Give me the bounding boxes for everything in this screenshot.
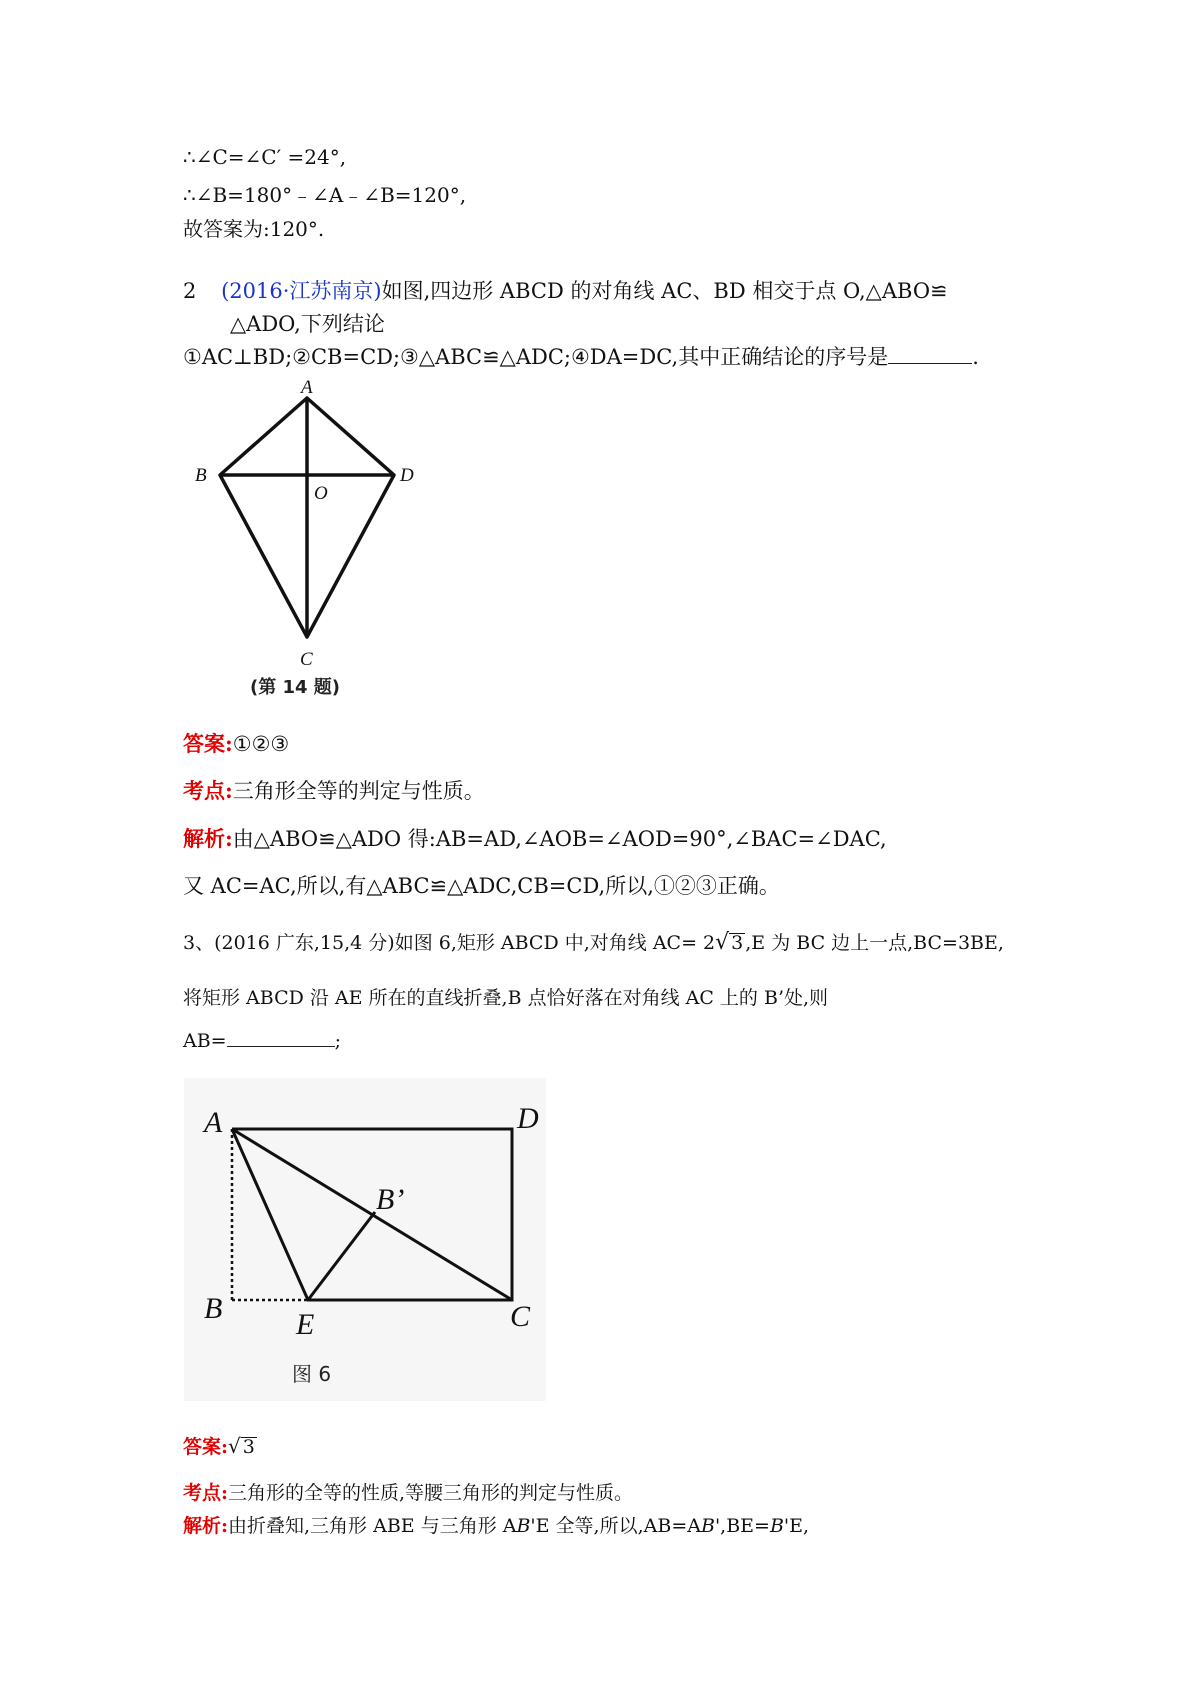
q2-jiexi-label: 解析: <box>183 826 233 851</box>
q3-root: 3 <box>731 932 744 954</box>
q3-jiexi-b: B <box>516 1515 531 1537</box>
q2-jiexi-1: 由△ABO≌△ADO 得:AB=AD,∠AOB=∠AOD=90°,∠BAC=∠DAC, <box>232 827 887 851</box>
q2-jiexi-line-2: 又 AC=AC,所以,有△ABC≌△ADC,CB=CD,所以,①②③正确。 <box>183 874 780 898</box>
kite-label-a: A <box>301 377 313 398</box>
rect-label-a: A <box>204 1106 223 1139</box>
q3-jiexi-g: 'E, <box>783 1515 810 1537</box>
q3-text-3-end: ; <box>334 1030 342 1052</box>
q2-answer: ①②③ <box>232 732 290 756</box>
kite-label-d: D <box>400 465 414 486</box>
prev-line-3: 故答案为:120°. <box>183 217 325 241</box>
q2-kaodian: 三角形全等的判定与性质。 <box>232 779 485 803</box>
q3-text-1b: ,E 为 BC 边上一点,BC=3BE, <box>745 932 1004 954</box>
rectangle-fold-figure <box>184 1078 546 1401</box>
q2-jiexi-line-1 <box>183 823 887 853</box>
q2-text-1: 如图,四边形 ABCD 的对角线 AC、BD 相交于点 O,△ABO≌ <box>381 279 948 303</box>
q3-answer-line: 答案:√ 3 <box>183 1434 255 1458</box>
q2-kaodian-line <box>183 775 485 805</box>
q2-answer-line <box>183 728 289 758</box>
q2-number: 2 <box>183 279 197 303</box>
q2-line-1 <box>183 275 948 305</box>
q3-jiexi-d: B <box>700 1515 715 1537</box>
rect-label-b-prime: B’ <box>376 1183 405 1216</box>
q2-text-3-end: . <box>972 345 979 369</box>
q3-kaodian-line <box>183 1478 633 1505</box>
q3-jiexi-label: 解析: <box>183 1515 229 1537</box>
q3-jiexi-a: 由折叠知,三角形 ABE 与三角形 A <box>228 1515 517 1537</box>
q3-jiexi-f: B <box>769 1515 784 1537</box>
q3-line-2: 将矩形 ABCD 沿 AE 所在的直线折叠,B 点恰好落在对角线 AC 上的 B’处,则 <box>183 987 829 1009</box>
rect-caption: 图 6 <box>292 1362 332 1386</box>
q3-kaodian-label: 考点: <box>183 1482 229 1504</box>
q3-text-1a: 3、(2016 广东,15,4 分)如图 6,矩形 ABCD 中,对角线 AC= 2 <box>183 932 716 954</box>
q3-line-1: 3、(2016 广东,15,4 分)如图 6,矩形 ABCD 中,对角线 AC= 2√ 3 ,E 为 BC 边上一点,BC=3BE, <box>183 930 1004 955</box>
q3-answer-label: 答案: <box>183 1436 229 1458</box>
rect-label-b: B <box>204 1292 223 1325</box>
rect-label-c: C <box>510 1300 531 1333</box>
kite-label-c: C <box>300 649 313 670</box>
q2-source: (2016·江苏南京) <box>221 279 382 303</box>
rect-label-d: D <box>517 1102 539 1135</box>
q3-text-3: AB= <box>183 1030 227 1052</box>
rect-label-e: E <box>296 1308 315 1341</box>
q2-line-3 <box>183 341 979 371</box>
prev-line-1: ∴∠C=∠C′ =24°, <box>183 145 347 169</box>
q3-answer-blank <box>227 1046 335 1047</box>
q3-jiexi-c: 'E 全等,所以,AB=A <box>530 1515 701 1537</box>
q3-line-3 <box>183 1030 341 1052</box>
q3-answer-root: 3 <box>242 1436 255 1458</box>
q3-jiexi-e: ',BE= <box>714 1515 770 1537</box>
kite-figure <box>190 375 430 700</box>
q2-line-2: △ADO,下列结论 <box>230 312 385 336</box>
kite-caption: (第 14 题) <box>250 677 341 698</box>
q3-jiexi-line <box>183 1511 809 1538</box>
q2-kaodian-label: 考点: <box>183 778 233 803</box>
prev-line-2: ∴∠B=180°﹣∠A﹣∠B=120°, <box>183 183 467 207</box>
kite-label-b: B <box>195 465 207 486</box>
q3-kaodian: 三角形的全等的性质,等腰三角形的判定与性质。 <box>228 1482 634 1504</box>
q2-answer-label: 答案: <box>183 731 233 756</box>
figure-background <box>184 1078 546 1401</box>
kite-label-o: O <box>314 483 328 504</box>
q2-text-3: ①AC⊥BD;②CB=CD;③△ABC≌△ADC;④DA=DC,其中正确结论的序号是 <box>183 345 889 369</box>
q2-answer-blank <box>888 363 972 364</box>
